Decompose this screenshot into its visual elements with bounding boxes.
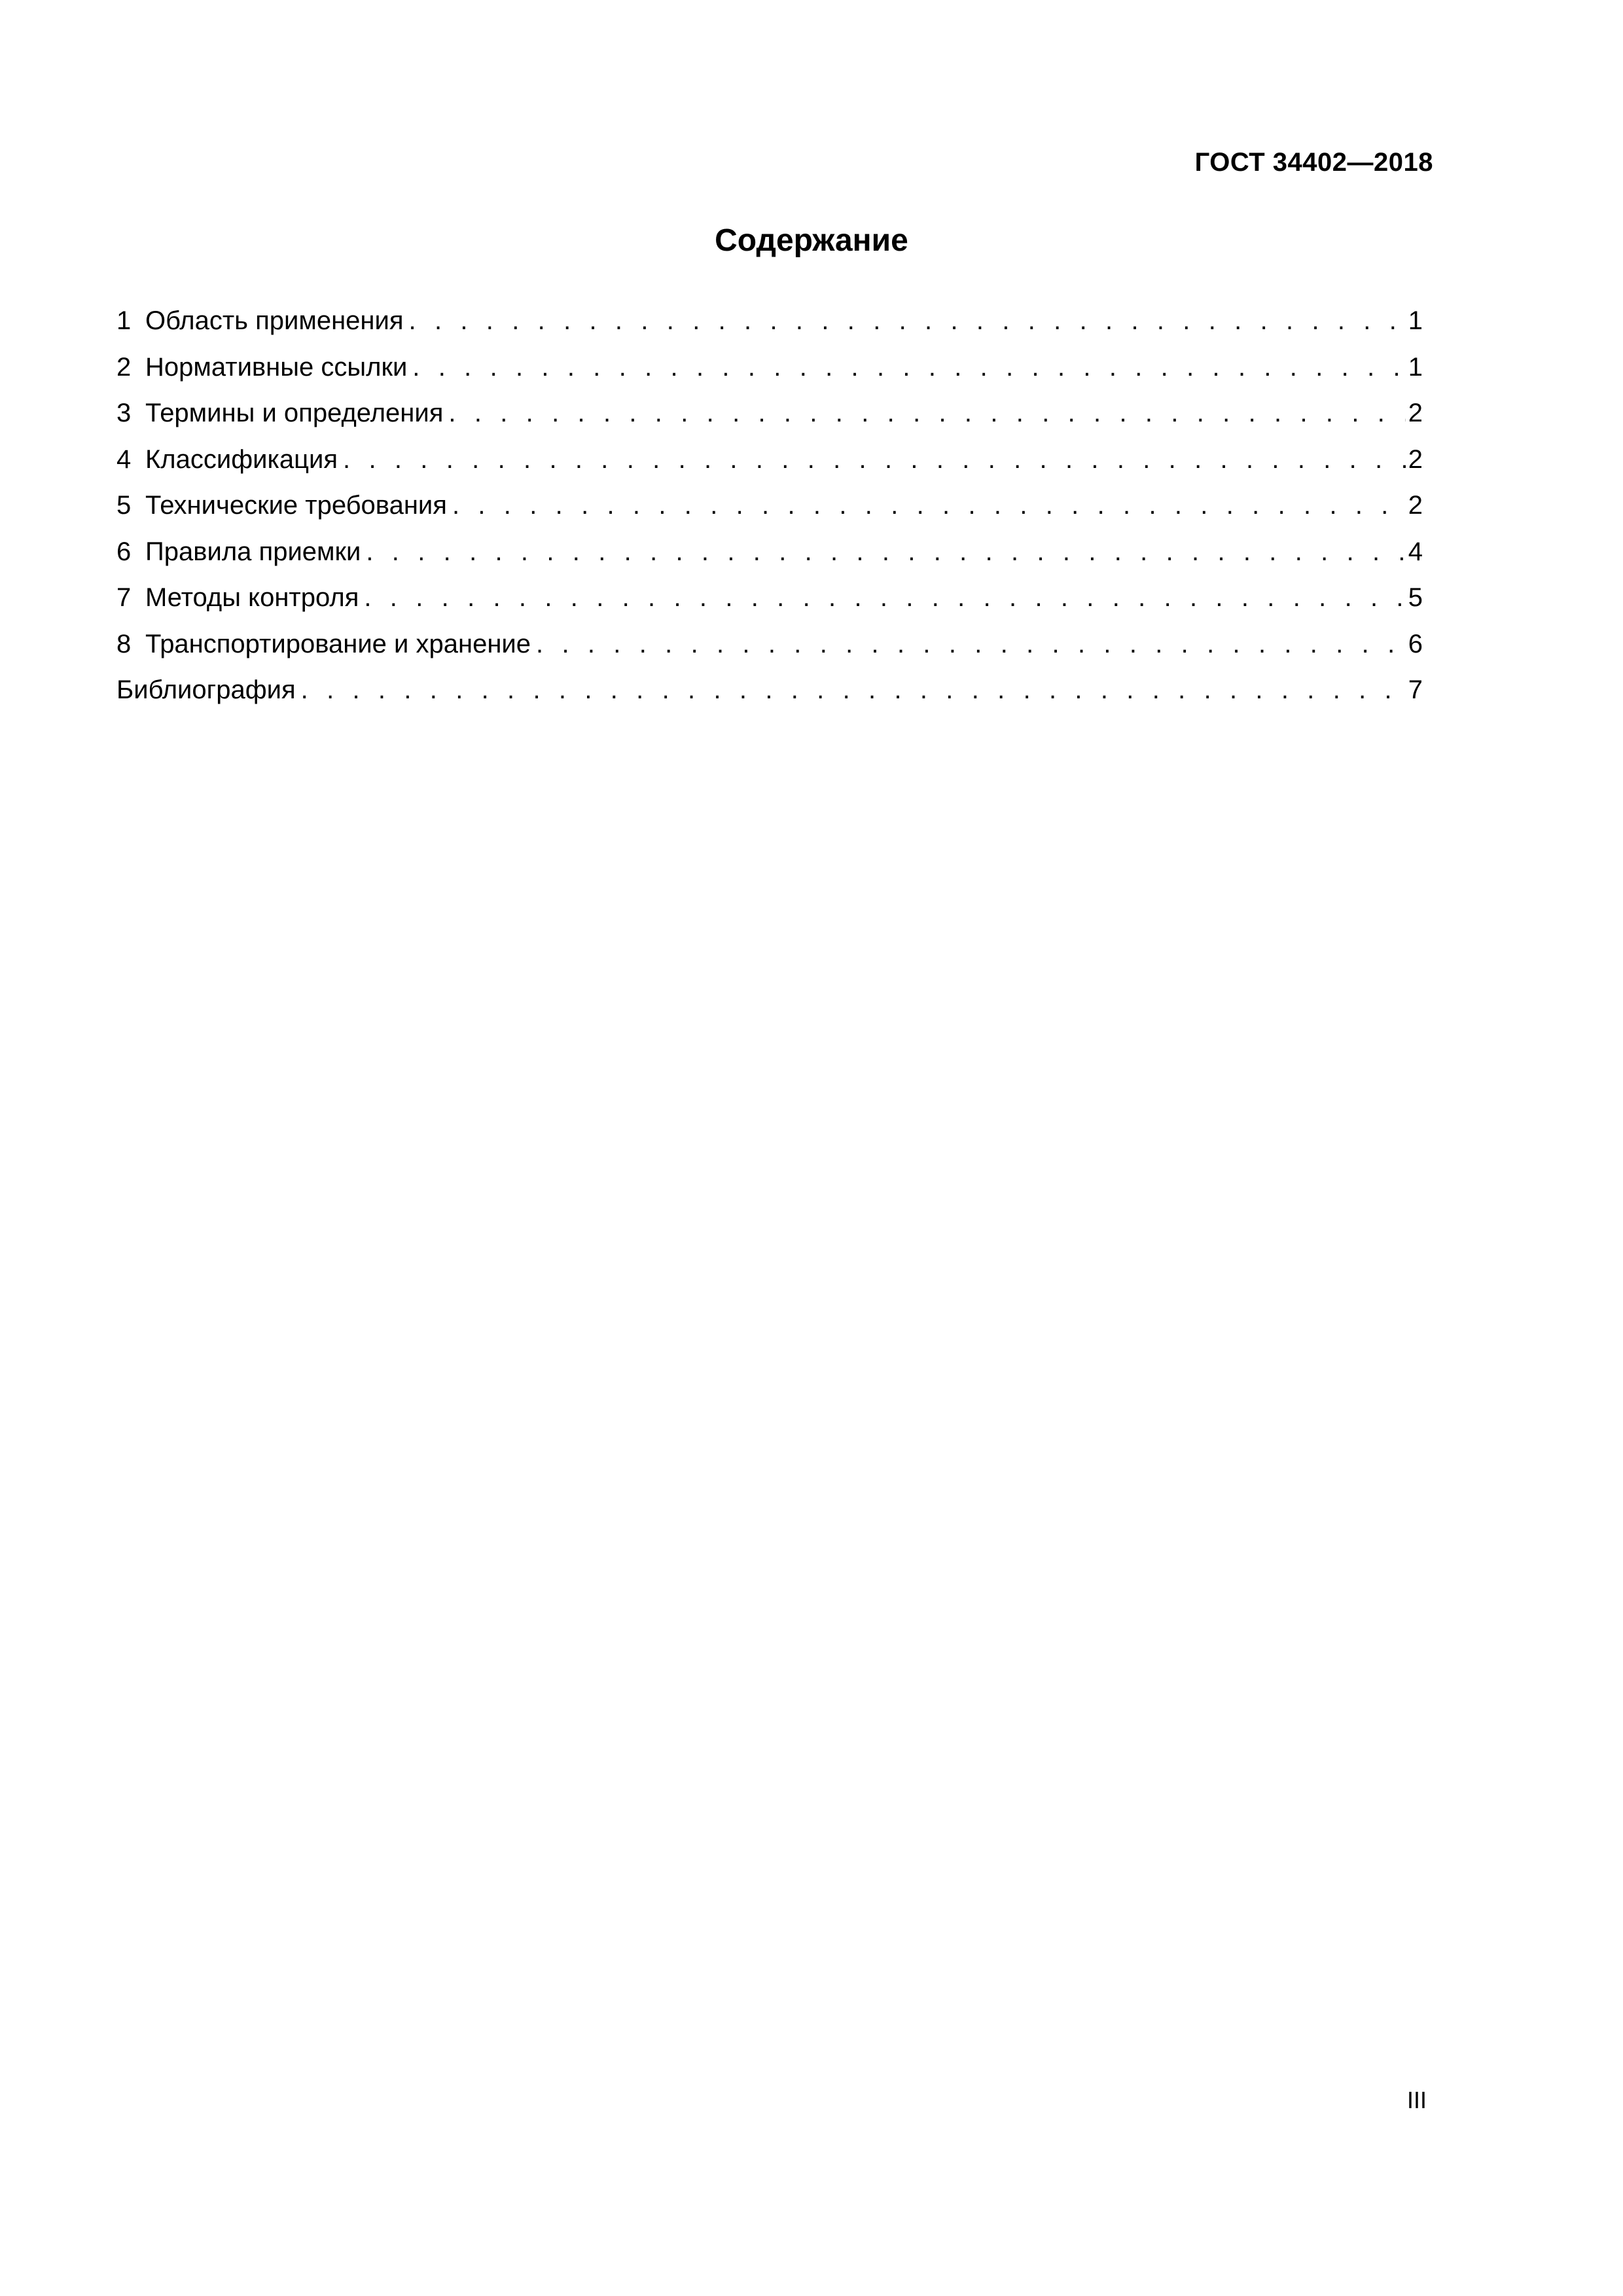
toc-entry-number: 8 (116, 629, 132, 658)
toc-entry-number: 2 (116, 352, 132, 382)
toc-dot-leader (366, 529, 1405, 575)
toc-entry-page: 4 (1408, 537, 1423, 566)
toc-entry-label: Транспортирование и хранение (145, 629, 531, 658)
toc-entry-number: 1 (116, 306, 132, 335)
toc-entry-page: 7 (1408, 675, 1423, 704)
toc-entry-number: 6 (116, 537, 132, 566)
toc-dot-leader (452, 482, 1406, 529)
toc-entry-label: Термины и определения (145, 399, 444, 427)
toc-entry[interactable] (116, 298, 1423, 344)
toc-title: Содержание (715, 223, 908, 258)
page-number: III (1406, 2087, 1427, 2113)
toc-entry-label: Нормативные ссылки (145, 352, 408, 382)
toc-entry[interactable] (116, 482, 1423, 529)
toc-dot-leader (301, 667, 1406, 713)
toc-entry-label: Библиография (116, 675, 296, 704)
toc-entry-number: 4 (116, 444, 132, 474)
toc-entry-label: Область применения (145, 306, 404, 335)
toc-dot-leader (412, 344, 1405, 391)
toc-entry-bibliography[interactable] (116, 667, 1423, 713)
toc-entry-page: 1 (1408, 352, 1423, 382)
toc-entry-number: 3 (116, 399, 132, 427)
toc-entry-label: Методы контроля (145, 583, 359, 612)
toc-entry-number: 7 (116, 583, 132, 612)
toc-entry-page: 1 (1408, 306, 1423, 335)
toc-entry-page: 5 (1408, 583, 1423, 612)
toc-entry-label: Классификация (145, 444, 338, 474)
document-code: ГОСТ 34402—2018 (1194, 148, 1433, 177)
toc-dot-leader (409, 298, 1406, 344)
toc-entry-page: 2 (1408, 399, 1423, 427)
toc-entry-label: Правила приемки (145, 537, 361, 566)
toc-entry-page: 2 (1408, 444, 1423, 474)
table-of-contents (116, 298, 1423, 713)
toc-entry[interactable] (116, 575, 1423, 621)
toc-entry[interactable] (116, 621, 1423, 668)
toc-entry-number: 5 (116, 491, 132, 520)
toc-entry[interactable] (116, 390, 1423, 437)
toc-dot-leader (536, 621, 1406, 668)
toc-dot-leader (364, 575, 1405, 621)
toc-entry[interactable] (116, 529, 1423, 575)
toc-entry[interactable] (116, 437, 1423, 483)
toc-dot-leader (343, 437, 1406, 483)
toc-entry-label: Технические требования (145, 491, 447, 520)
toc-entry-page: 6 (1408, 629, 1423, 658)
toc-entry-page: 2 (1408, 491, 1423, 520)
toc-entry[interactable] (116, 344, 1423, 391)
toc-dot-leader (448, 390, 1405, 437)
